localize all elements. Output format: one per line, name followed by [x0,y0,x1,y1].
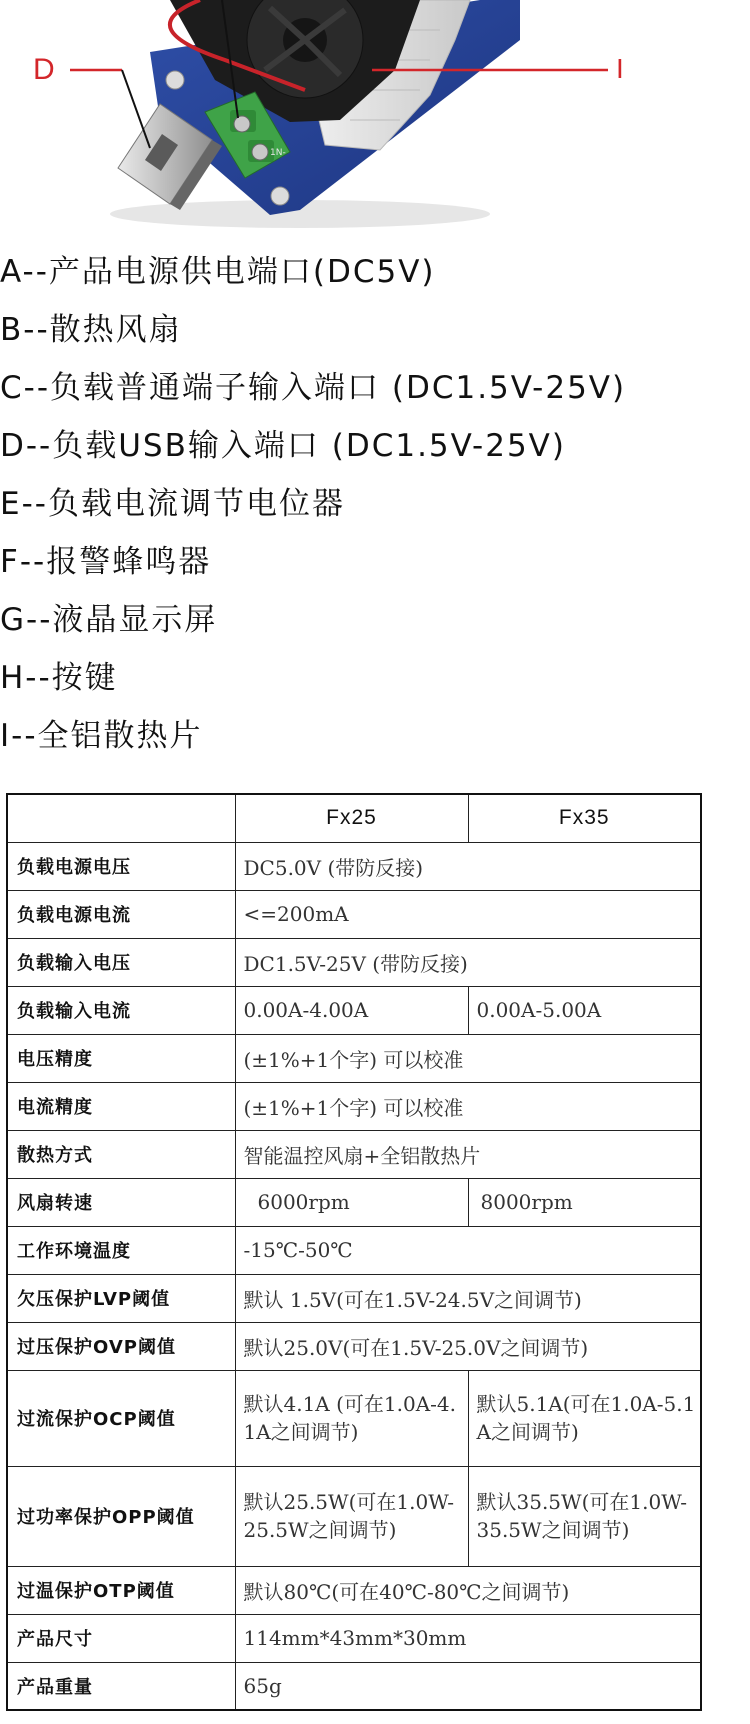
row-value: (±1%+1个字) 可以校准 [235,1034,701,1082]
table-row [7,938,701,986]
table-row [7,842,701,890]
row-label: 过流保护OCP阈值 [7,1370,235,1466]
row-label: 产品重量 [7,1662,235,1710]
svg-text:1N-: 1N- [270,148,286,158]
row-label: 负载输入电流 [7,986,235,1034]
legend-item-d: D--负载USB输入端口 (DC1.5V-25V) [0,428,566,464]
table-row [7,1226,701,1274]
table-row [7,1130,701,1178]
header-fx25: Fx25 [235,794,468,842]
legend-item-f: F--报警蜂鸣器 [0,544,212,580]
legend-item-h: H--按键 [0,660,118,696]
row-value-fx25: 0.00A-4.00A [235,986,468,1034]
row-label: 负载电源电压 [7,842,235,890]
table-row [7,1034,701,1082]
header-blank-cell [7,794,235,842]
row-value-fx35: 8000rpm [468,1178,701,1226]
table-row [7,1274,701,1322]
header-fx35: Fx35 [468,794,701,842]
component-legend [0,252,750,774]
table-row [7,1322,701,1370]
row-value: DC1.5V-25V (带防反接) [235,938,701,986]
legend-item-e: E--负载电流调节电位器 [0,486,345,522]
row-label: 工作环境温度 [7,1226,235,1274]
row-label: 负载电源电流 [7,890,235,938]
row-value: <=200mA [235,890,701,938]
legend-item-i: I--全铝散热片 [0,718,203,754]
row-value: 默认 1.5V(可在1.5V-24.5V之间调节) [235,1274,701,1322]
row-value-fx35: 默认5.1A(可在1.0A-5.1A之间调节) [468,1370,701,1466]
row-label: 过温保护OTP阈值 [7,1566,235,1614]
table-row [7,1614,701,1662]
table-row [7,1566,701,1614]
callout-d-label: D [33,53,55,86]
table-row [7,890,701,938]
table-row [7,986,701,1034]
legend-item-g: G--液晶显示屏 [0,602,218,638]
row-value-fx35: 默认35.5W(可在1.0W-35.5W之间调节) [468,1466,701,1566]
electronic-load-illustration [0,0,750,240]
legend-item-b: B--散热风扇 [0,312,182,348]
table-row [7,1178,701,1226]
row-value-fx35: 0.00A-5.00A [468,986,701,1034]
row-value: 114mm*43mm*30mm [235,1614,701,1662]
table-row [7,1466,701,1566]
legend-item-c: C--负载普通端子输入端口 (DC1.5V-25V) [0,370,627,406]
row-value-fx25: 默认4.1A (可在1.0A-4.1A之间调节) [235,1370,468,1466]
row-value: -15℃-50℃ [235,1226,701,1274]
spec-table [6,793,702,1711]
row-label: 负载输入电压 [7,938,235,986]
row-value: 智能温控风扇+全铝散热片 [235,1130,701,1178]
row-value: 65g [235,1662,701,1710]
row-value-fx25: 默认25.5W(可在1.0W-25.5W之间调节) [235,1466,468,1566]
row-value: (±1%+1个字) 可以校准 [235,1082,701,1130]
row-value: 默认25.0V(可在1.5V-25.0V之间调节) [235,1322,701,1370]
table-row [7,1370,701,1466]
table-row [7,1082,701,1130]
row-value: DC5.0V (带防反接) [235,842,701,890]
row-value: 默认80℃(可在40℃-80℃之间调节) [235,1566,701,1614]
callout-i-label: I [616,53,624,84]
row-label: 风扇转速 [7,1178,235,1226]
legend-item-a: A--产品电源供电端口(DC5V) [0,254,436,290]
row-label: 产品尺寸 [7,1614,235,1662]
product-photo [0,0,750,240]
row-label: 电压精度 [7,1034,235,1082]
row-label: 欠压保护LVP阈值 [7,1274,235,1322]
row-label: 电流精度 [7,1082,235,1130]
row-label: 过压保护OVP阈值 [7,1322,235,1370]
table-row [7,1662,701,1710]
row-label: 散热方式 [7,1130,235,1178]
table-header-row [7,794,701,842]
row-label: 过功率保护OPP阈值 [7,1466,235,1566]
row-value-fx25: 6000rpm [235,1178,468,1226]
